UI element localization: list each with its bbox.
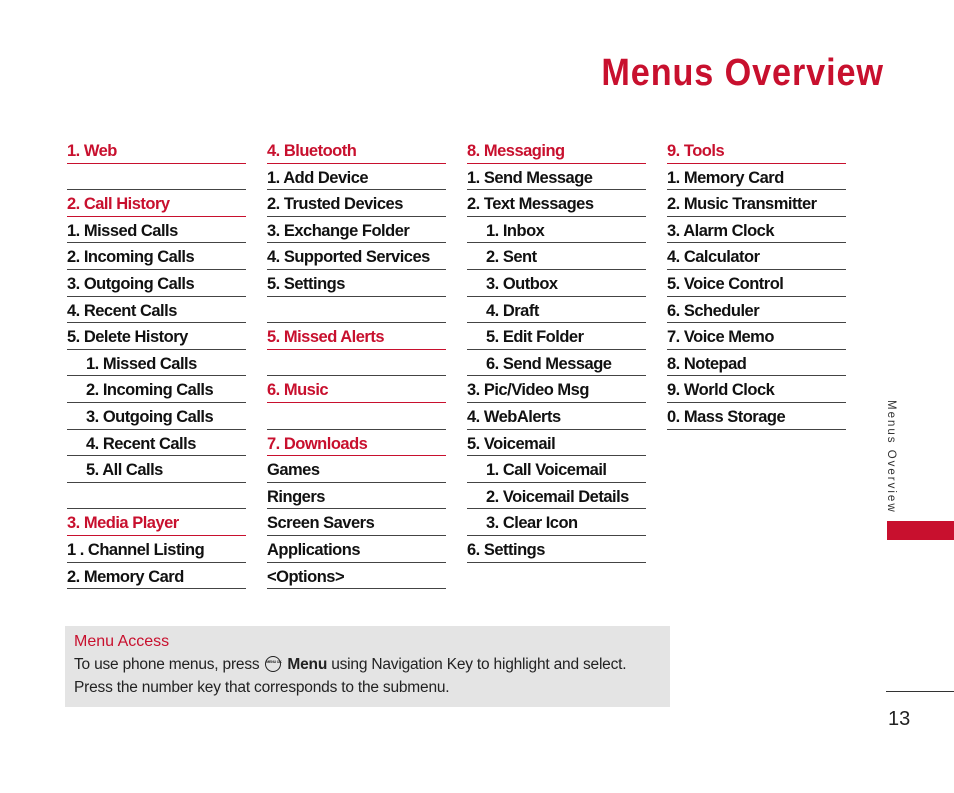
menu-item: 5. Settings xyxy=(267,270,446,297)
menu-item: 3. Outgoing Calls xyxy=(67,403,246,430)
page-divider xyxy=(886,691,954,692)
menu-heading: 6. Music xyxy=(267,376,446,403)
menu-item: 3. Pic/Video Msg xyxy=(467,376,646,403)
menu-ok-key-label: MENU OK xyxy=(266,660,282,664)
menu-item: 5. Voice Control xyxy=(667,270,846,297)
menu-item: 2. Memory Card xyxy=(67,563,246,590)
menu-item: <Options> xyxy=(267,563,446,590)
menu-item: 6. Settings xyxy=(467,536,646,563)
menu-item: 4. Calculator xyxy=(667,243,846,270)
menu-item: 3. Outbox xyxy=(467,270,646,297)
menu-item: Applications xyxy=(267,536,446,563)
menu-column-1 xyxy=(67,137,246,589)
page-title: Menus Overview xyxy=(601,52,884,94)
menu-heading: 3. Media Player xyxy=(67,509,246,536)
menu-column-2 xyxy=(267,137,446,589)
menu-item: 6. Scheduler xyxy=(667,297,846,324)
menu-item: 3. Exchange Folder xyxy=(267,217,446,244)
menu-item: 6. Send Message xyxy=(467,350,646,377)
side-section-tab xyxy=(887,521,954,540)
menu-item: 5. Voicemail xyxy=(467,430,646,457)
menu-access-box xyxy=(65,626,670,707)
page-number: 13 xyxy=(888,708,911,730)
menu-access-text-before: To use phone menus, press xyxy=(74,656,260,673)
menu-column-4 xyxy=(667,137,846,430)
menu-spacer xyxy=(267,403,446,430)
menu-item: 1. Memory Card xyxy=(667,164,846,191)
menu-item: 3. Alarm Clock xyxy=(667,217,846,244)
menu-item: 2. Trusted Devices xyxy=(267,190,446,217)
menu-item: 2. Text Messages xyxy=(467,190,646,217)
menu-heading: 4. Bluetooth xyxy=(267,137,446,164)
menu-item: 1 . Channel Listing xyxy=(67,536,246,563)
menu-ok-key-icon xyxy=(265,656,281,672)
menu-heading: 5. Missed Alerts xyxy=(267,323,446,350)
menu-access-line-2: Press the number key that corresponds to the submenu. xyxy=(74,679,450,696)
menu-item: 1. Call Voicemail xyxy=(467,456,646,483)
menu-item: 7. Voice Memo xyxy=(667,323,846,350)
menu-spacer xyxy=(267,350,446,377)
menu-spacer xyxy=(67,164,246,191)
menu-item: 3. Outgoing Calls xyxy=(67,270,246,297)
menu-heading: 2. Call History xyxy=(67,190,246,217)
menu-item: 1. Missed Calls xyxy=(67,350,246,377)
menu-item: 2. Incoming Calls xyxy=(67,376,246,403)
menu-item: 4. Supported Services xyxy=(267,243,446,270)
menu-item: 2. Music Transmitter xyxy=(667,190,846,217)
menu-item: Games xyxy=(267,456,446,483)
menu-item: 5. All Calls xyxy=(67,456,246,483)
menu-item: 2. Sent xyxy=(467,243,646,270)
menu-item: 1. Add Device xyxy=(267,164,446,191)
menu-item: 4. WebAlerts xyxy=(467,403,646,430)
menu-item: Screen Savers xyxy=(267,509,446,536)
menu-item: 5. Delete History xyxy=(67,323,246,350)
menu-access-text-after: using Navigation Key to highlight and select. xyxy=(327,656,627,673)
menu-access-bold: Menu xyxy=(287,656,328,673)
menu-item: 1. Send Message xyxy=(467,164,646,191)
menu-item: 4. Recent Calls xyxy=(67,297,246,324)
menu-item: 5. Edit Folder xyxy=(467,323,646,350)
menu-spacer xyxy=(67,483,246,510)
menu-access-line-1 xyxy=(74,653,661,676)
menu-item: Ringers xyxy=(267,483,446,510)
menu-item: 4. Draft xyxy=(467,297,646,324)
menu-item: 4. Recent Calls xyxy=(67,430,246,457)
menu-spacer xyxy=(267,297,446,324)
side-section-label: Menus Overview xyxy=(885,400,897,514)
menu-item: 8. Notepad xyxy=(667,350,846,377)
menu-item: 2. Voicemail Details xyxy=(467,483,646,510)
menu-heading: 9. Tools xyxy=(667,137,846,164)
menu-item: 1. Inbox xyxy=(467,217,646,244)
menu-column-3 xyxy=(467,137,646,563)
menu-access-title: Menu Access xyxy=(74,633,170,650)
menu-heading: 7. Downloads xyxy=(267,430,446,457)
menu-heading: 8. Messaging xyxy=(467,137,646,164)
menu-heading: 1. Web xyxy=(67,137,246,164)
menu-item: 1. Missed Calls xyxy=(67,217,246,244)
menu-item: 0. Mass Storage xyxy=(667,403,846,430)
menu-item: 2. Incoming Calls xyxy=(67,243,246,270)
menu-item: 9. World Clock xyxy=(667,376,846,403)
menu-item: 3. Clear Icon xyxy=(467,509,646,536)
